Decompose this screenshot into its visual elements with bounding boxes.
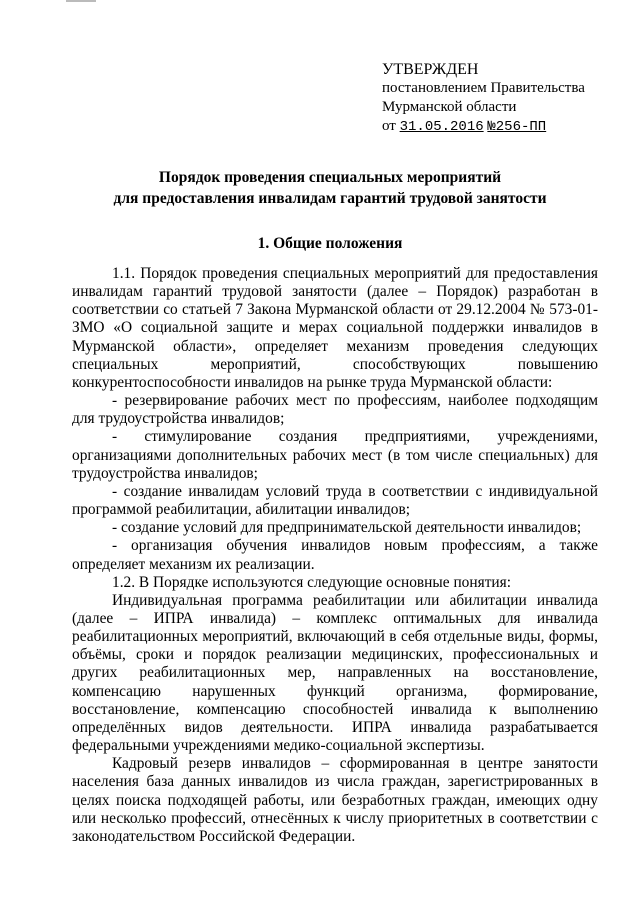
list-item-reserve: - резервирование рабочих мест по профессиям, наиболее подходящим для трудоустройства инвалидов;	[72, 392, 598, 428]
approval-number: №256-ПП	[487, 119, 547, 135]
approval-heading: УТВЕРЖДЕН	[382, 61, 479, 78]
list-item-entrepreneurship: - создание условий для предпринимательской деятельности инвалидов;	[112, 519, 582, 537]
approval-line-2: Мурманской области	[382, 99, 517, 115]
approval-date: 31.05.2016	[399, 119, 484, 135]
paragraph-1-2: 1.2. В Порядке используются следующие основные понятия:	[112, 573, 512, 591]
document-title	[60, 167, 600, 209]
approval-stamp	[382, 60, 585, 137]
title-line-1: Порядок проведения специальных мероприятий	[158, 169, 502, 186]
document-body	[72, 265, 598, 846]
section-heading: 1. Общие положения	[257, 235, 403, 252]
title-line-2: для предоставления инвалидам гарантий трудовой занятости	[113, 190, 547, 207]
paragraph-reserve-definition: Кадровый резерв инвалидов – сформированная в центре занятости населения база данных инвалидов из числа граждан, зарегистрированных в целях поиска подходящей работы, или безработных граждан, имеющих одну или несколько профессий, отнесённых к числу приоритетных в соответствии с законодательством Российской Федерации.	[72, 755, 598, 845]
paragraph-ipra-definition: Индивидуальная программа реабилитации или абилитации инвалида (далее – ИПРА инвалида) – комплекс оптимальных для инвалида реабилитационных мероприятий, включающий в себя отдельные виды, формы, объёмы, сроки и порядок реализации медицинских, профессиональных и других реабилитационных мер, направленных на восстановление, компенсацию нарушенных функций организма, формирование, восстановление, компенсацию способностей инвалида к выполнению определённых видов деятельности. ИПРА инвалида разрабатывается федеральными учреждениями медико-социальной экспертизы.	[72, 591, 598, 755]
approval-line-1: постановлением Правительства	[382, 80, 585, 96]
scan-edge-mark	[66, 0, 96, 2]
approval-date-prefix: от	[382, 118, 396, 134]
list-item-training: - организация обучения инвалидов новым профессиям, а также определяет механизм их реализации.	[72, 537, 598, 573]
approval-date-line	[382, 117, 585, 137]
paragraph-1-1: 1.1. Порядок проведения специальных мероприятий для предоставления инвалидам гарантий трудовой занятости (далее – Порядок) разработан в соответствии со статьей 7 Закона Мурманской области от 29.12.2004 № 573-01-ЗМО «О социальной защите и мерах социальной поддержки инвалидов в Мурманской области», определяет механизм проведения следующих специальных мероприятий, способствующих повышению конкурентоспособности инвалидов на рынке труда Мурманской области:	[72, 265, 598, 391]
list-item-stimulation: - стимулирование создания предприятиями, учреждениями, организациями дополнительных рабочих мест (в том числе специальных) для трудоустройства инвалидов;	[72, 428, 598, 482]
list-item-conditions: - создание инвалидам условий труда в соответствии с индивидуальной программой реабилитации, абилитации инвалидов;	[72, 482, 598, 519]
